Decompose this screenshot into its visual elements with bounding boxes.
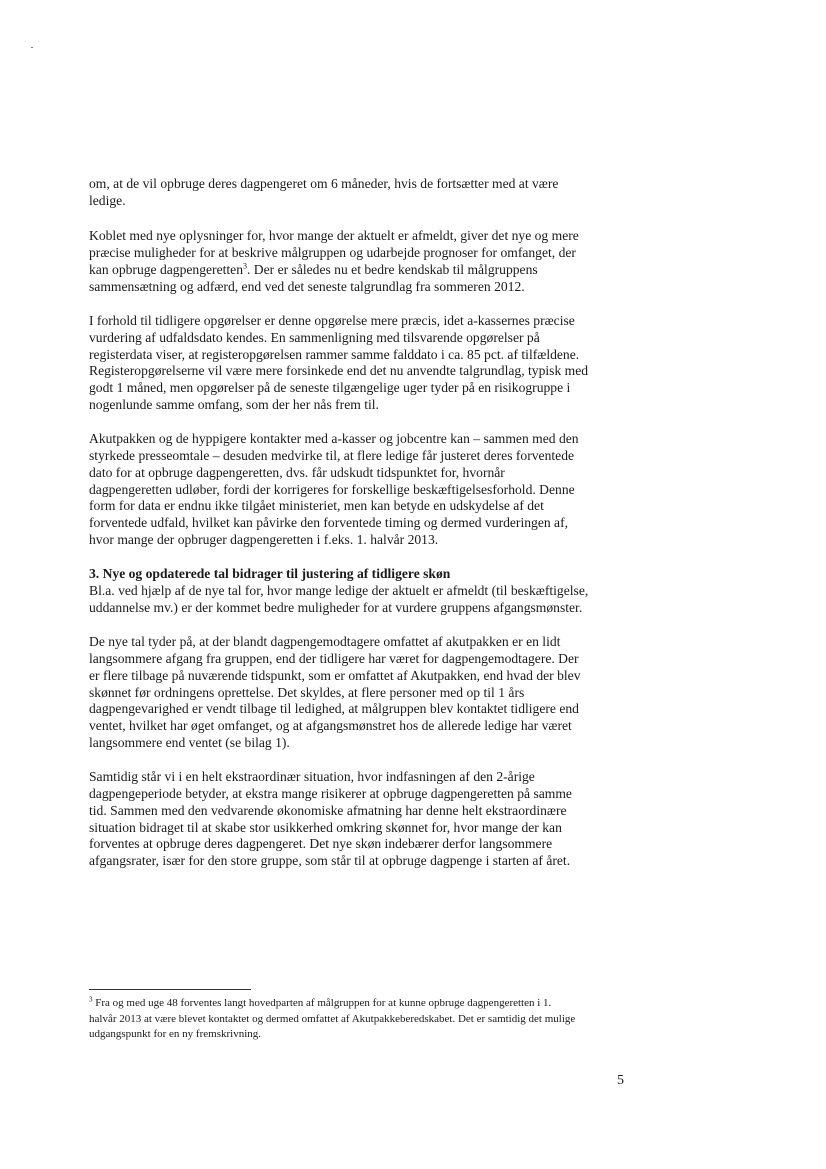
page-number: 5 xyxy=(617,1073,624,1088)
section-heading: 3. Nye og opdaterede tal bidrager til justering af tidligere skøn xyxy=(89,566,451,582)
paragraph-continuation: om, at de vil opbruge deres dagpengeret om 6 måneder, hvis de fortsætter med at være ledige. xyxy=(89,176,559,208)
paragraph-new-data-text-1: Koblet med nye oplysninger for, hvor mange der aktuelt er afmeldt, giver det nye og mere præcise muligheder for at beskrive målgruppen og udarbejde prognoser for omfanget, der kan opbruge dagpengeretten xyxy=(89,228,579,277)
paragraph-new-data-text-2: . Der er således nu et bedre kendskab til målgruppens sammensætning og adfærd, end ved det seneste talgrundlag fra sommeren 2012. xyxy=(89,261,538,294)
footnote xyxy=(89,996,579,1043)
footnote-text: Fra og med uge 48 forventes langt hovedparten af målgruppen for at kunne opbruge dagpengeretten i 1. halvår 2013 at være blevet kontaktet og dermed omfattet af Akutpakkeberedskabet. Det er samtidig det mulige udgangspunkt for en ny fremskrivning. xyxy=(89,997,576,1040)
footnote-reference: 3 xyxy=(243,261,247,271)
footnote-divider xyxy=(89,989,251,990)
paragraph-new-data xyxy=(89,228,589,295)
scan-speck xyxy=(31,47,33,48)
paragraph-extraordinary-situation: Samtidig står vi i en helt ekstraordinær situation, hvor indfasningen af den 2-årige dagpengeperiode betyder, at ekstra mange risikerer at opbruge dagpengeretten på samme tid. Sammen med den vedvarende økonomiske afmatning har denne helt ekstraordinære situation bidraget til at skabe stor usikkerhed omkring skønnet for, hvor mange der kan forventes at opbruge deres dagpengeret. Det nye skøn indebærer derfor langsommere afgangsrater, især for den store gruppe, som står til at opbruge dagpenge i starten af året. xyxy=(89,769,572,868)
body-text xyxy=(89,176,589,870)
paragraph-departure-pattern: Bl.a. ved hjælp af de nye tal for, hvor mange ledige der aktuelt er afmeldt (til beskæftigelse, uddannelse mv.) er der kommet bedre muligheder for at vurdere gruppens afgangsmønster. xyxy=(89,583,589,615)
paragraph-precision: I forhold til tidligere opgørelser er denne opgørelse mere præcis, idet a-kassernes præcise vurdering af udfaldsdato kendes. En sammenligning med tilsvarende opgørelser på registerdata viser, at registeropgørelsen rammer samme falddato i ca. 85 pct. af tilfældene. Registeropgørelserne vil være mere forsinkede end det nu anvendte talgrundlag, typisk med godt 1 måned, men opgørelser på de seneste tilgængelige uger tyder på en risikogruppe i nogenlunde samme omfang, som der her nås frem til. xyxy=(89,313,589,412)
paragraph-new-figures: De nye tal tyder på, at der blandt dagpengemodtagere omfattet af akutpakken er en lidt langsommere afgang fra gruppen, end der tidligere har været for dagpengemodtagere. Der er flere tilbage på nuværende tidspunkt, som er omfattet af Akutpakken, end hvad der blev skønnet før ordningens oprettelse. Det skyldes, at flere personer med op til 1 års dagpengevarighed er vendt tilbage til ledighed, at målgruppen blev kontaktet tidligere end ventet, hvilket har øget omfanget, og at afgangsmønstret hos de allerede ledige har været langsommere end ventet (se bilag 1). xyxy=(89,634,581,750)
paragraph-akutpakken: Akutpakken og de hyppigere kontakter med a-kasser og jobcentre kan – sammen med den styrkede presseomtale – desuden medvirke til, at flere ledige får justeret deres forventede dato for at opbruge dagpengeretten, dvs. får udskudt tidspunktet for, hvornår dagpengeretten udløber, fordi der korrigeres for forskellige beskæftigelsesforhold. Denne form for data er endnu ikke tilgået ministeriet, men kan betyde en udskydelse af det forventede udfald, hvilket kan påvirke den forventede timing og dermed vurderingen af, hvor mange der opbruger dagpengeretten i f.eks. 1. halvår 2013. xyxy=(89,431,579,547)
footnote-marker: 3 xyxy=(89,995,93,1004)
